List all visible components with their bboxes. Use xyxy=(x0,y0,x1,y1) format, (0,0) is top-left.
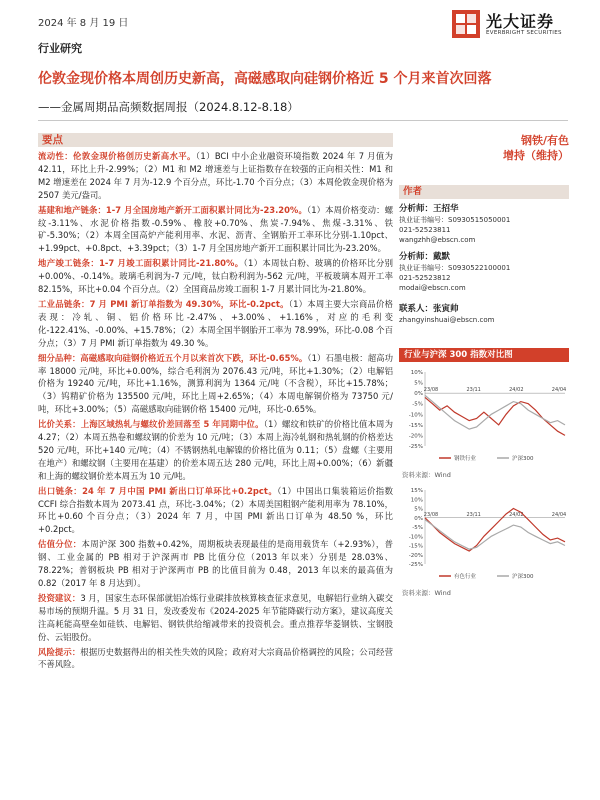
series-line-1 xyxy=(425,520,565,550)
logo-text-en: EVERBRIGHT SECURITIES xyxy=(486,30,562,36)
key-point-liquidity: 流动性：伦敦金现价格创历史新高水平。（1）BCI 中小企业融资环境指数 2024 年 7 月值为 42.11，环比上升-2.99%；（2）M1 和 M2 增速差与上证指数存在较强的正向相关性：M1 和 M2 增速差在 2024 年 7 月为-12.9 个百分点，环比-1.70 个百分点；（3）本周伦敦金现价格为 2507 美元/盎司。 xyxy=(38,151,393,200)
key-point-subsectors: 细分品种：高磁感取向硅钢价格近五个月以来首次下跌，环比-0.65%。（1）石墨电极：超高功率 18000 元/吨，环比+0.00%，综合毛利润为 2076.43 元/吨，环比+1.30%；（2）电解铝价格为 19240 元/吨，环比+1.16%，测算利润为 1364 元/吨（不含税），环比+15.78%；（3）钨精矿价格为 135500 元/吨，环比上周+2.65%；（4）本周电解铜价格为 73750 元/吨，环比+3.00%；（5）高磁感取向硅钢价格 15400 元/吨，环比-0.65%。 xyxy=(38,352,394,415)
sidebar xyxy=(399,133,569,325)
authors-heading: 作者 xyxy=(399,185,569,199)
key-points-heading: 要点 xyxy=(38,133,393,147)
x-tick-label: 24/04 xyxy=(551,387,567,394)
chart-source: 资料来源：Wind xyxy=(402,471,451,479)
y-tick-label: -20% xyxy=(408,433,423,440)
analyst-cert: 执业证书编号：S0930522100001 xyxy=(399,264,511,272)
key-point-risk: 风险提示：根据历史数据得出的相关性失效的风险；政府对大宗商品价格调控的风险；公司经营不善风险。 xyxy=(38,646,394,670)
key-point-infrastructure: 基建和地产链条：1-7 月全国房地产新开工面积累计同比为-23.20%。（1）本周价格变动：螺纹-3.11%、水泥价格指数-0.59%、橡胶+0.70%、焦炭-7.94%、焦煤-3.31%、铁矿-5.30%；（2）本周全国高炉产能利用率、水泥、沥青、全钢胎开工率环比分别-1.10pct、+1.99pct、+0.8pct、+3.39pct；（3）1-7 月全国房地产新开工面积累计同比为-23.20%。 xyxy=(38,204,393,254)
analyst-card xyxy=(399,203,569,245)
key-point-investment-advice: 投资建议：3 月，国家生态环保部就铝冶炼行业碳排放核算核查征求意见，电解铝行业纳入碳交易市场的预期升温。5 月 31 日，发改委发布《2024-2025 年节能降碳行动方案》，建议高度关注高耗能高壁垒如硅铁、电解铝、钢铁供给缩减带来的投资机会。重点推荐华菱钢铁、宝钢股份、云铝股份。 xyxy=(38,592,393,642)
analyst-card xyxy=(399,251,569,293)
analyst-phone: 021-52523812 xyxy=(399,274,451,282)
y-tick-label: -20% xyxy=(408,552,423,559)
key-point-valuation: 估值分位：本周沪深 300 指数+0.42%，周期板块表现最佳的是商用载货车（+2.93%），普钢、工业金属的 PB 相对于沪深两市 PB 比值分位（2013 年以来）分别是 28.03%、78.22%；普钢板块 PB 相对于沪深两市 PB 的比值目前为 0.48，2013 年以来的最高值为 0.82（2017 年 8 月达到）。 xyxy=(38,539,394,588)
y-tick-label: 15% xyxy=(410,488,423,494)
report-subtitle: ——金属周期品高频数据周报（2024.8.12-8.18） xyxy=(38,100,299,114)
chart-steel-vs-hs300 xyxy=(399,366,569,466)
y-tick-label: -25% xyxy=(408,562,423,568)
x-tick-label: 23/08 xyxy=(423,511,439,518)
key-point-export: 出口链条：24 年 7 月中国 PMI 新出口订单环比+0.2pct。（1）中国出口集装箱运价指数 CCFI 综合指数本周为 2073.41 点，环比-3.04%；（2）本周美国粗钢产能利用率为 78.10%，环比+0.60 个百分点；（3）2024 年 7 月，中国 PMI 新出口订单为 48.50 %，环比+0.2pct。 xyxy=(38,485,393,535)
analyst-cert: 执业证书编号：S0930515050001 xyxy=(399,216,511,224)
y-tick-label: 0% xyxy=(414,515,423,522)
y-tick-label: 5% xyxy=(414,506,423,513)
key-point-price-ratios: 比价关系：上海区域热轧与螺纹价差回落至 5 年同期中位。（1）螺纹和铁矿的价格比值本周为 4.27；（2）本周五热卷和螺纹钢的价差为 10 元/吨；（3）本周上海冷轧钢和热轧钢的价格差达 520 元/吨，环比+140 元/吨；（4）不锈钢热轧电解镍的价格比值为 0.11；（5）盘螺（主要用在地产）和螺纹钢（主要用在基建）的价差本周五达 280 元/吨，环比上周+0.00%；（6）新疆和上海的螺纹钢价差本周五为 10 元/吨。 xyxy=(38,419,393,481)
header-divider xyxy=(38,120,568,121)
key-points-body xyxy=(38,147,393,671)
legend-label: 钢铁行业 xyxy=(454,456,477,462)
contact-name: 联系人：张寅帅 xyxy=(399,304,459,314)
chart-steel-svg xyxy=(399,366,569,466)
y-tick-label: -25% xyxy=(408,444,423,450)
report-category: 行业研究 xyxy=(38,42,82,55)
y-tick-label: -15% xyxy=(408,543,423,550)
chart-nonferrous-vs-hs300 xyxy=(399,484,569,584)
y-tick-label: -5% xyxy=(412,525,423,531)
x-tick-label: 23/11 xyxy=(466,511,481,518)
legend-label: 有色行业 xyxy=(454,574,477,580)
chart-nonferrous-svg xyxy=(399,484,569,584)
series-line-0 xyxy=(425,509,565,552)
analyst-name: 分析师：戴默 xyxy=(399,252,451,262)
x-tick-label: 24/04 xyxy=(551,511,567,518)
y-tick-label: 10% xyxy=(410,497,423,504)
legend-label: 沪深300 xyxy=(512,456,534,462)
everbright-logo-icon xyxy=(452,10,480,38)
report-title: 伦敦金现价格本周创历史新高，高磁感取向硅钢价格近 5 个月来首次回落 xyxy=(38,71,492,87)
x-tick-label: 23/08 xyxy=(423,387,439,394)
analyst-name: 分析师：王招华 xyxy=(399,204,459,214)
y-tick-label: 0% xyxy=(414,391,423,398)
analyst-phone: 021-52523811 xyxy=(399,226,451,234)
series-line-1 xyxy=(425,395,565,429)
contact-card xyxy=(399,303,569,325)
logo-text-cn: 光大证券 xyxy=(486,12,555,31)
rating-sector: 钢铁/有色 xyxy=(520,134,569,147)
rating-value: 增持（维持） xyxy=(503,149,569,162)
report-date: 2024 年 8 月 19 日 xyxy=(38,18,129,29)
series-line-0 xyxy=(425,397,565,435)
y-tick-label: -10% xyxy=(408,534,423,541)
x-tick-label: 23/11 xyxy=(466,387,481,394)
contact-email[interactable]: zhangyinshuai@ebscn.com xyxy=(399,316,495,324)
key-point-property-completion: 地产竣工链条：1-7 月竣工面积累计同比-21.80%。（1）本周钛白粉、玻璃的价格环比分别+0.00%、-0.14%。玻璃毛利润为-7 元/吨，钛白粉利润为-562 元/吨，平板玻璃本周开工率 82.15%，环比+0.04 个百分点。（2）全国商品房竣工面积 1-7 月累计同比为-21.80%。 xyxy=(38,258,393,295)
y-tick-label: -15% xyxy=(408,422,423,429)
chart-source: 资料来源：Wind xyxy=(402,589,451,597)
y-tick-label: -10% xyxy=(408,412,423,419)
y-tick-label: 10% xyxy=(410,370,423,376)
everbright-logo xyxy=(452,8,572,42)
analyst-email[interactable]: modai@ebscn.com xyxy=(399,284,466,292)
x-tick-label: 24/02 xyxy=(509,511,524,518)
y-tick-label: 5% xyxy=(414,380,423,387)
y-tick-label: -5% xyxy=(412,401,423,408)
analyst-email[interactable]: wangzhh@ebscn.com xyxy=(399,236,476,244)
chart-section-title: 行业与沪深 300 指数对比图 xyxy=(399,348,569,362)
x-tick-label: 24/02 xyxy=(509,387,524,394)
legend-label: 沪深300 xyxy=(512,574,534,580)
key-point-industrial: 工业品链条：7 月 PMI 新订单指数为 49.30%，环比-0.2pct。（1）本周主要大宗商品价格表现：冷轧、铜、铝价格环比-2.47%、+3.00%、+1.16%，对应的毛利变化-122.41%、-0.00%、+15.78%；（2）本周全国半钢胎开工率为 78.99%，环比-0.08 个百分点；（3）7 月 PMI 新订单指数为 49.30 %。 xyxy=(38,298,393,348)
key-points-section xyxy=(38,133,393,793)
